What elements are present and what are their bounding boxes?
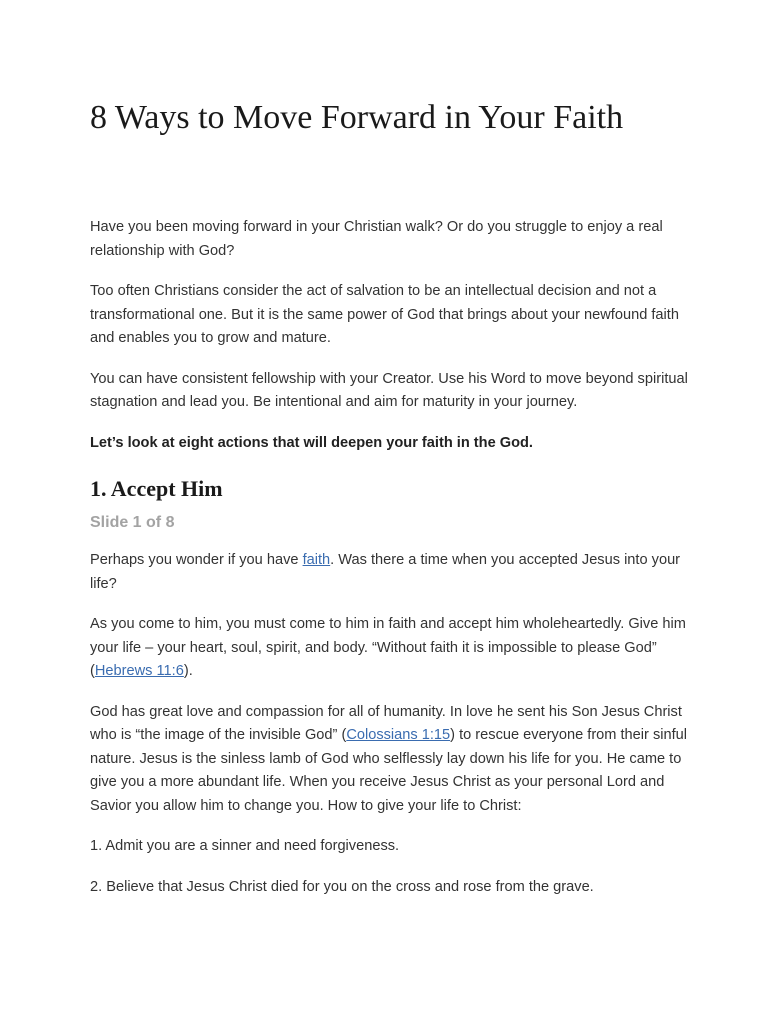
text-segment: As you come to him, you must come to him in faith and accept him wholeheartedly. Give him your life – your heart, soul, spirit, and body. “Without faith it is impossible to please God” ( [90,616,686,679]
article-body [90,216,690,916]
text-segment: ). [183,663,193,679]
step-2: 2. Believe that Jesus Christ died for you on the cross and rose from the grave. [90,878,594,895]
section1-paragraph-1 [90,549,690,596]
text-segment: God has great love and compassion for all of humanity. In love he sent his Son Jesus Christ who is “the image of the invisible God” ( [90,703,682,743]
section1-paragraph-2 [90,613,690,684]
hebrews-11-6-link[interactable]: Hebrews 11:6 [94,663,184,679]
intro-paragraph-3: You can have consistent fellowship with your Creator. Use his Word to move beyond spiritual stagnation and lead you. Be intentional and aim for maturity in your journey. [90,370,688,410]
colossians-1-15-link[interactable]: Colossians 1:15 [346,727,451,743]
section1-paragraph-3 [90,701,690,819]
section-heading-accept-him: 1. Accept Him [90,476,223,501]
article-title: 8 Ways to Move Forward in Your Faith [90,99,624,136]
intro-paragraph-2: Too often Christians consider the act of salvation to be an intellectual decision and not a transformational one. But it is the same power of God that brings about your newfound faith and enables you to grow and mature. [90,283,679,346]
text-segment: . Was there a time when you accepted Jesus into your life? [90,552,681,592]
text-segment: ) to rescue everyone from their sinful nature. Jesus is the sinless lamb of God who selflessly lay down his life for you. He came to give you a more abundant life. When you receive Jesus Christ as your personal Lord and Savior you allow him to change you. How to give your life to Christ: [90,727,688,814]
intro-paragraph-1: Have you been moving forward in your Christian walk? Or do you struggle to enjoy a real relationship with God? [90,219,663,259]
step-1: 1. Admit you are a sinner and need forgiveness. [90,838,400,854]
faith-link[interactable]: faith [302,552,331,568]
slide-counter: Slide 1 of 8 [90,514,175,531]
text-segment: Perhaps you wonder if you have [90,552,303,568]
lead-paragraph: Let’s look at eight actions that will deepen your faith in the God. [90,434,533,451]
